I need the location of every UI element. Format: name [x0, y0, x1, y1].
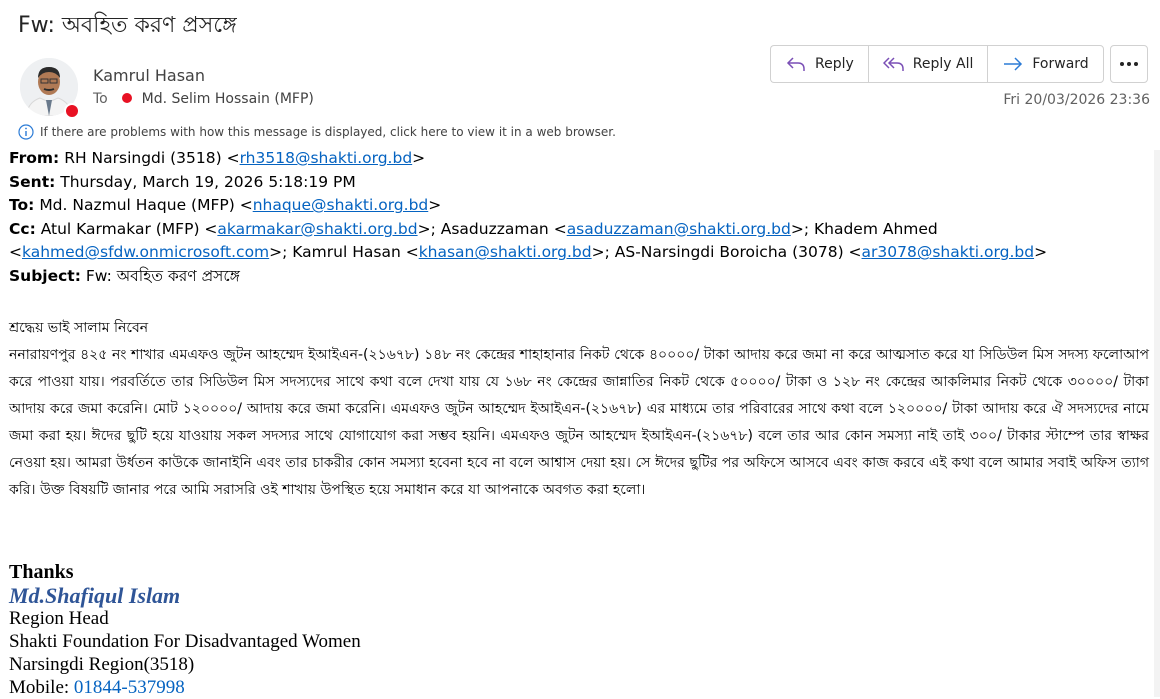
signature-block	[9, 561, 361, 699]
cc5-name: >; AS-Narsingdi Boroicha (3078) <	[591, 243, 862, 262]
scrollbar[interactable]	[1154, 150, 1160, 697]
forwarded-to: To: Md. Nazmul Haque (MFP) <nhaque@shakti.org.bd>	[9, 196, 442, 215]
signature-org: Shakti Foundation For Disadvantaged Women	[9, 631, 361, 652]
message-actions	[770, 45, 1104, 83]
cc2-name: >; Asaduzzaman <	[417, 219, 567, 238]
reply-label: Reply	[815, 56, 854, 72]
mobile-label: Mobile:	[9, 677, 74, 698]
subject-title: Fw: অবহিত করণ প্রসঙ্গে	[18, 13, 237, 38]
from-name: RH Narsingdi (3518) <	[64, 149, 240, 167]
to-email-link[interactable]: nhaque@shakti.org.bd	[252, 196, 429, 215]
cc3-name: >; Khadem Ahmed	[790, 219, 938, 238]
signature-thanks: Thanks	[9, 561, 74, 583]
more-actions-button[interactable]	[1110, 45, 1148, 83]
recipient-name[interactable]: Md. Selim Hossain (MFP)	[141, 91, 314, 107]
to-line	[93, 91, 314, 107]
sender-name[interactable]: Kamrul Hasan	[93, 66, 205, 85]
reply-all-icon	[883, 55, 905, 73]
forward-button[interactable]	[987, 45, 1103, 83]
recipient-presence-icon	[122, 93, 132, 103]
cc1-name: Atul Karmakar (MFP) <	[40, 219, 218, 238]
greeting: শ্রদ্ধেয় ভাই সালাম নিবেন	[9, 320, 149, 336]
forwarded-headers	[9, 147, 1149, 289]
forwarded-cc-cont: <kahmed@sfdw.onmicrosoft.com>; Kamrul Hasan <khasan@shakti.org.bd>; AS-Narsingdi Boroicha (3078) <ar3078@shakti.org.bd>	[9, 243, 1048, 262]
forwarded-subject	[9, 265, 1149, 289]
reply-all-label: Reply All	[912, 56, 974, 72]
cc-label: Cc:	[9, 219, 36, 238]
to-label: To	[93, 91, 108, 107]
signature-mobile	[9, 676, 361, 699]
cc1-email-link[interactable]: akarmakar@shakti.org.bd	[217, 219, 418, 238]
reply-icon	[785, 55, 807, 73]
from-email-link[interactable]: rh3518@shakti.org.bd	[239, 149, 413, 167]
forward-label: Forward	[1032, 56, 1089, 72]
sent-value: Thursday, March 19, 2026 5:18:19 PM	[60, 172, 356, 191]
forward-icon	[1002, 55, 1024, 73]
signature-region: Narsingdi Region(3518)	[9, 654, 195, 675]
info-bar[interactable]	[18, 124, 616, 140]
sent-label: Sent:	[9, 172, 56, 191]
subject-value: Fw: অবহিত করণ প্রসঙ্গে	[85, 266, 240, 285]
info-icon	[18, 124, 34, 140]
subject-label: Subject:	[9, 266, 81, 285]
to-header-label: To:	[9, 196, 35, 215]
reply-all-button[interactable]	[868, 45, 988, 83]
cc4-email-link[interactable]: khasan@shakti.org.bd	[418, 243, 592, 262]
from-label: From:	[9, 149, 60, 167]
info-bar-text: If there are problems with how this message is displayed, click here to view it in a web browser.	[40, 125, 616, 139]
signature-title: Region Head	[9, 608, 109, 629]
more-ellipsis-icon	[1119, 61, 1139, 67]
cc4-name: >; Kamrul Hasan <	[269, 243, 419, 262]
mobile-link[interactable]: 01844-537998	[73, 677, 185, 698]
forwarded-cc	[9, 218, 1149, 242]
message-body	[9, 315, 1149, 504]
forwarded-sent	[9, 171, 1149, 195]
cc3-email-link[interactable]: kahmed@sfdw.onmicrosoft.com	[22, 243, 270, 262]
presence-status-icon	[64, 103, 80, 119]
body-paragraph: ননারায়ণপুর ৪২৫ নং শাখার এমএফও জুটন আহম্মেদ ইআইএন-(২১৬৭৮) ১৪৮ নং কেন্দ্রের শাহাহানার নিকট থেকে ৪০০০০/ টাকা আদায় করে জমা না করে আত্মসাত করে যা সিডিউল মিস সদস্য ফলোআপ করে পাওয়া যায়। পরবর্তিতে তার সিডিউল মিস সদস্যদের সাথে কথা বলে দেখা যায় যে ১৬৮ নং কেন্দ্রের জান্নাতির নিকট থেকে ৫০০০০/ টাকা ও ১২৮ নং কেন্দ্রের আকলিমার নিকট থেকে ৩০০০০/ টাকা আদায় করে জমা করেনি। মোট ১২০০০০/ আদায় করে জমা করেনি। এমএফও জুটন আহম্মেদ ইআইএন-(২১৬৭৮) এর মাধ্যমে তার পরিবারের সাথে কথা বলে ১২০০০০/ টাকা আদায় করে ঐ সদস্যদের নামে জমা করা হয়। ঈদের ছুটি হয়ে যাওয়ায় সকল সদস্যর সাথে যোগাযোগ করা সম্ভব হয়নি। এমএফও জুটন আহম্মেদ ইআইএন-(২১৬৭৮) বলে তার আর কোন সমস্যা নাই তাই ৩০০/ টাকার স্টাম্পে তার স্বাক্ষর নেওয়া হয়। আমরা উর্ধতন কাউকে জানাইনি এবং তার চাকরীর কোন সমস্যা হবেনা হবে না বলে আশ্বাস দেয়া হয়। সে ঈদের ছুটির পর অফিসে আসবে এবং কাজ করবে এই কথা বলে আমার সবাই অফিস ত্যাগ করি। উক্ত বিষয়টি জানার পরে আমি সরাসরি ওই শাখায় উপস্থিত হয়ে সমাধান করে যা আপনাকে অবগত করা হলো।	[9, 347, 1150, 498]
forwarded-from: From: RH Narsingdi (3518) <rh3518@shakti.org.bd>	[9, 149, 426, 167]
signature-name: Md.Shafiqul Islam	[9, 583, 181, 608]
to-header-name: Md. Nazmul Haque (MFP) <	[39, 196, 253, 215]
received-date: Fri 20/03/2026 23:36	[1003, 92, 1150, 108]
cc2-email-link[interactable]: asaduzzaman@shakti.org.bd	[566, 219, 791, 238]
reply-button[interactable]	[770, 45, 868, 83]
cc5-email-link[interactable]: ar3078@shakti.org.bd	[861, 243, 1035, 262]
